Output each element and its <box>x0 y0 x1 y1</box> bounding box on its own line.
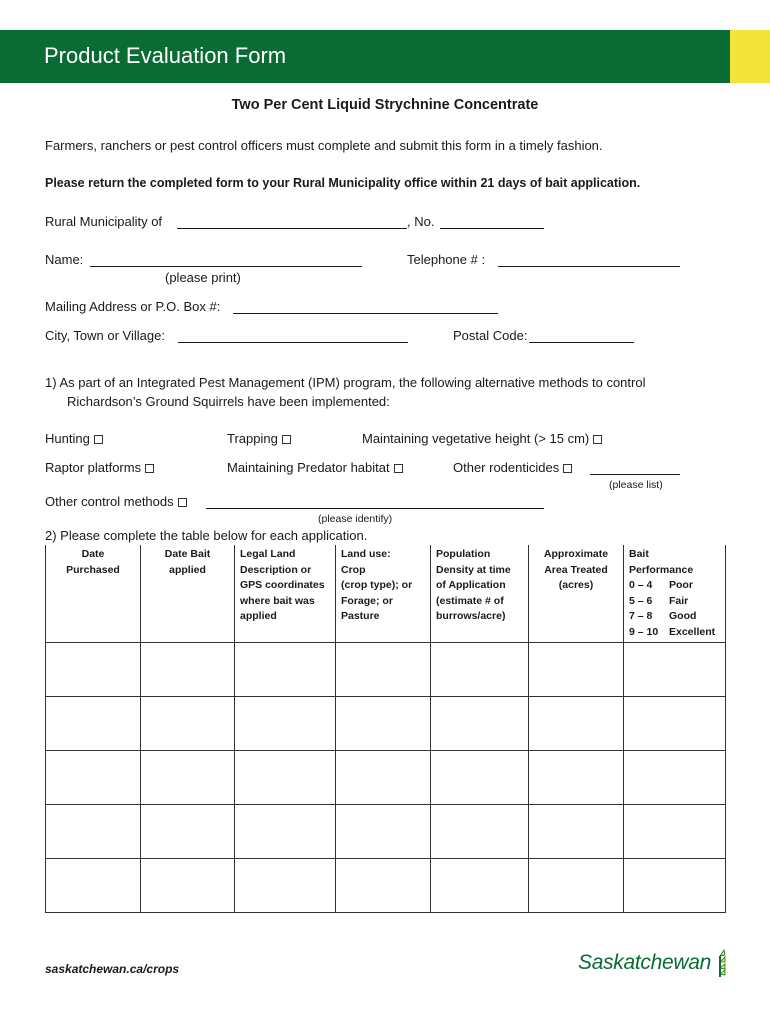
intro-text: Farmers, ranchers or pest control officers must complete and submit this form in a timely fashion. <box>45 138 603 153</box>
col-legal-land: Legal Land Description or GPS coordinates where bait was applied <box>235 545 336 643</box>
other-methods-checkbox[interactable] <box>178 498 187 507</box>
table-cell[interactable] <box>141 805 235 859</box>
table-cell[interactable] <box>141 859 235 913</box>
option-predator-label: Maintaining Predator habitat <box>227 460 390 475</box>
section2-title: 2) Please complete the table below for each application. <box>45 528 368 543</box>
table-cell[interactable] <box>235 805 336 859</box>
rodenticides-checkbox[interactable] <box>563 464 572 473</box>
table-cell[interactable] <box>235 697 336 751</box>
col-bait-performance: Bait Performance 0 – 4 Poor 5 – 6 Fair 7 – 8 Good 9 – 10 Excellent <box>624 545 726 643</box>
other-methods-field[interactable] <box>206 508 544 509</box>
table-cell[interactable] <box>529 751 624 805</box>
hunting-checkbox[interactable] <box>94 435 103 444</box>
table-header-row <box>46 545 726 643</box>
col-date-applied: Date Bait applied <box>141 545 235 643</box>
footer-url[interactable]: saskatchewan.ca/crops <box>45 962 180 976</box>
option-vegetative-label: Maintaining vegetative height (> 15 cm) <box>362 431 590 446</box>
telephone-label: Telephone # : <box>407 252 486 267</box>
table-cell[interactable] <box>431 697 529 751</box>
table-cell[interactable] <box>529 697 624 751</box>
table-cell[interactable] <box>141 643 235 697</box>
table-cell[interactable] <box>624 751 726 805</box>
table-cell[interactable] <box>336 859 431 913</box>
predator-checkbox[interactable] <box>394 464 403 473</box>
application-table <box>45 545 726 913</box>
table-cell[interactable] <box>624 805 726 859</box>
mailing-field[interactable] <box>233 313 498 314</box>
section1-line1: 1) As part of an Integrated Pest Management (IPM) program, the following alternative methods to control <box>45 375 646 390</box>
table-row <box>46 697 726 751</box>
wheat-icon <box>712 948 728 978</box>
name-label: Name: <box>45 252 84 267</box>
table-cell[interactable] <box>46 643 141 697</box>
table-cell[interactable] <box>529 805 624 859</box>
name-field[interactable] <box>90 266 362 267</box>
city-label: City, Town or Village: <box>45 328 165 343</box>
option-hunting[interactable] <box>45 431 103 446</box>
perf-scale-excellent: 9 – 10 Excellent <box>629 625 716 638</box>
perf-scale-fair: 5 – 6 Fair <box>629 594 689 607</box>
option-raptor[interactable] <box>45 460 154 475</box>
table-cell[interactable] <box>431 751 529 805</box>
table-cell[interactable] <box>46 859 141 913</box>
table-cell[interactable] <box>235 859 336 913</box>
option-vegetative[interactable] <box>362 431 602 446</box>
table-cell[interactable] <box>46 697 141 751</box>
table-cell[interactable] <box>336 643 431 697</box>
option-hunting-label: Hunting <box>45 431 90 446</box>
telephone-field[interactable] <box>498 266 680 267</box>
option-rodenticides[interactable] <box>453 460 572 475</box>
table-cell[interactable] <box>529 859 624 913</box>
table-cell[interactable] <box>624 697 726 751</box>
name-note: (please print) <box>165 270 241 285</box>
city-field[interactable] <box>178 342 408 343</box>
page-title: Product Evaluation Form <box>44 43 287 68</box>
mailing-label: Mailing Address or P.O. Box #: <box>45 299 221 314</box>
option-rodenticides-label: Other rodenticides <box>453 460 560 475</box>
rm-no-label: , No. <box>407 214 435 229</box>
postal-label: Postal Code: <box>453 328 528 343</box>
table-cell[interactable] <box>235 643 336 697</box>
table-cell[interactable] <box>46 805 141 859</box>
table-row <box>46 859 726 913</box>
table-cell[interactable] <box>431 859 529 913</box>
option-other-methods-label: Other control methods <box>45 494 174 509</box>
postal-field[interactable] <box>529 342 634 343</box>
rm-label: Rural Municipality of <box>45 214 163 229</box>
table-cell[interactable] <box>431 805 529 859</box>
form-subtitle: Two Per Cent Liquid Strychnine Concentrate <box>231 97 539 113</box>
rm-number-field[interactable] <box>440 228 544 229</box>
table-cell[interactable] <box>235 751 336 805</box>
vegetative-checkbox[interactable] <box>593 435 602 444</box>
instruction-text: Please return the completed form to your Rural Municipality office within 21 days of bait application. <box>45 176 641 190</box>
table-cell[interactable] <box>529 643 624 697</box>
saskatchewan-logo <box>578 946 730 980</box>
col-population-density: Population Density at time of Application (estimate # of burrows/acre) <box>431 545 529 643</box>
trapping-checkbox[interactable] <box>282 435 291 444</box>
option-trapping[interactable] <box>227 431 291 446</box>
table-cell[interactable] <box>336 805 431 859</box>
rm-name-field[interactable] <box>177 228 407 229</box>
section1-line2: Richardson’s Ground Squirrels have been implemented: <box>67 394 390 409</box>
table-cell[interactable] <box>336 751 431 805</box>
option-other-methods[interactable] <box>45 494 187 509</box>
table-cell[interactable] <box>624 859 726 913</box>
col-land-use: Land use: Crop (crop type); or Forage; or Pasture <box>336 545 431 643</box>
perf-scale-poor: 0 – 4 Poor <box>629 579 693 591</box>
table-row <box>46 805 726 859</box>
option-raptor-label: Raptor platforms <box>45 460 142 475</box>
rodenticides-list-field[interactable] <box>590 474 680 475</box>
table-cell[interactable] <box>141 751 235 805</box>
table-cell[interactable] <box>141 697 235 751</box>
raptor-checkbox[interactable] <box>145 464 154 473</box>
table-row <box>46 751 726 805</box>
col-date-purchased: Date Purchased <box>46 545 141 643</box>
table-cell[interactable] <box>431 643 529 697</box>
table-cell[interactable] <box>336 697 431 751</box>
col-area-treated: Approximate Area Treated (acres) <box>529 545 624 643</box>
other-methods-note: (please identify) <box>318 513 393 525</box>
perf-scale-good: 7 – 8 Good <box>629 610 697 622</box>
option-predator[interactable] <box>227 460 403 475</box>
table-cell[interactable] <box>46 751 141 805</box>
table-cell[interactable] <box>624 643 726 697</box>
option-trapping-label: Trapping <box>227 431 278 446</box>
rodenticides-note: (please list) <box>609 479 663 491</box>
logo-text: Saskatchewan <box>578 951 711 974</box>
table-row <box>46 643 726 697</box>
header-accent <box>730 30 770 83</box>
